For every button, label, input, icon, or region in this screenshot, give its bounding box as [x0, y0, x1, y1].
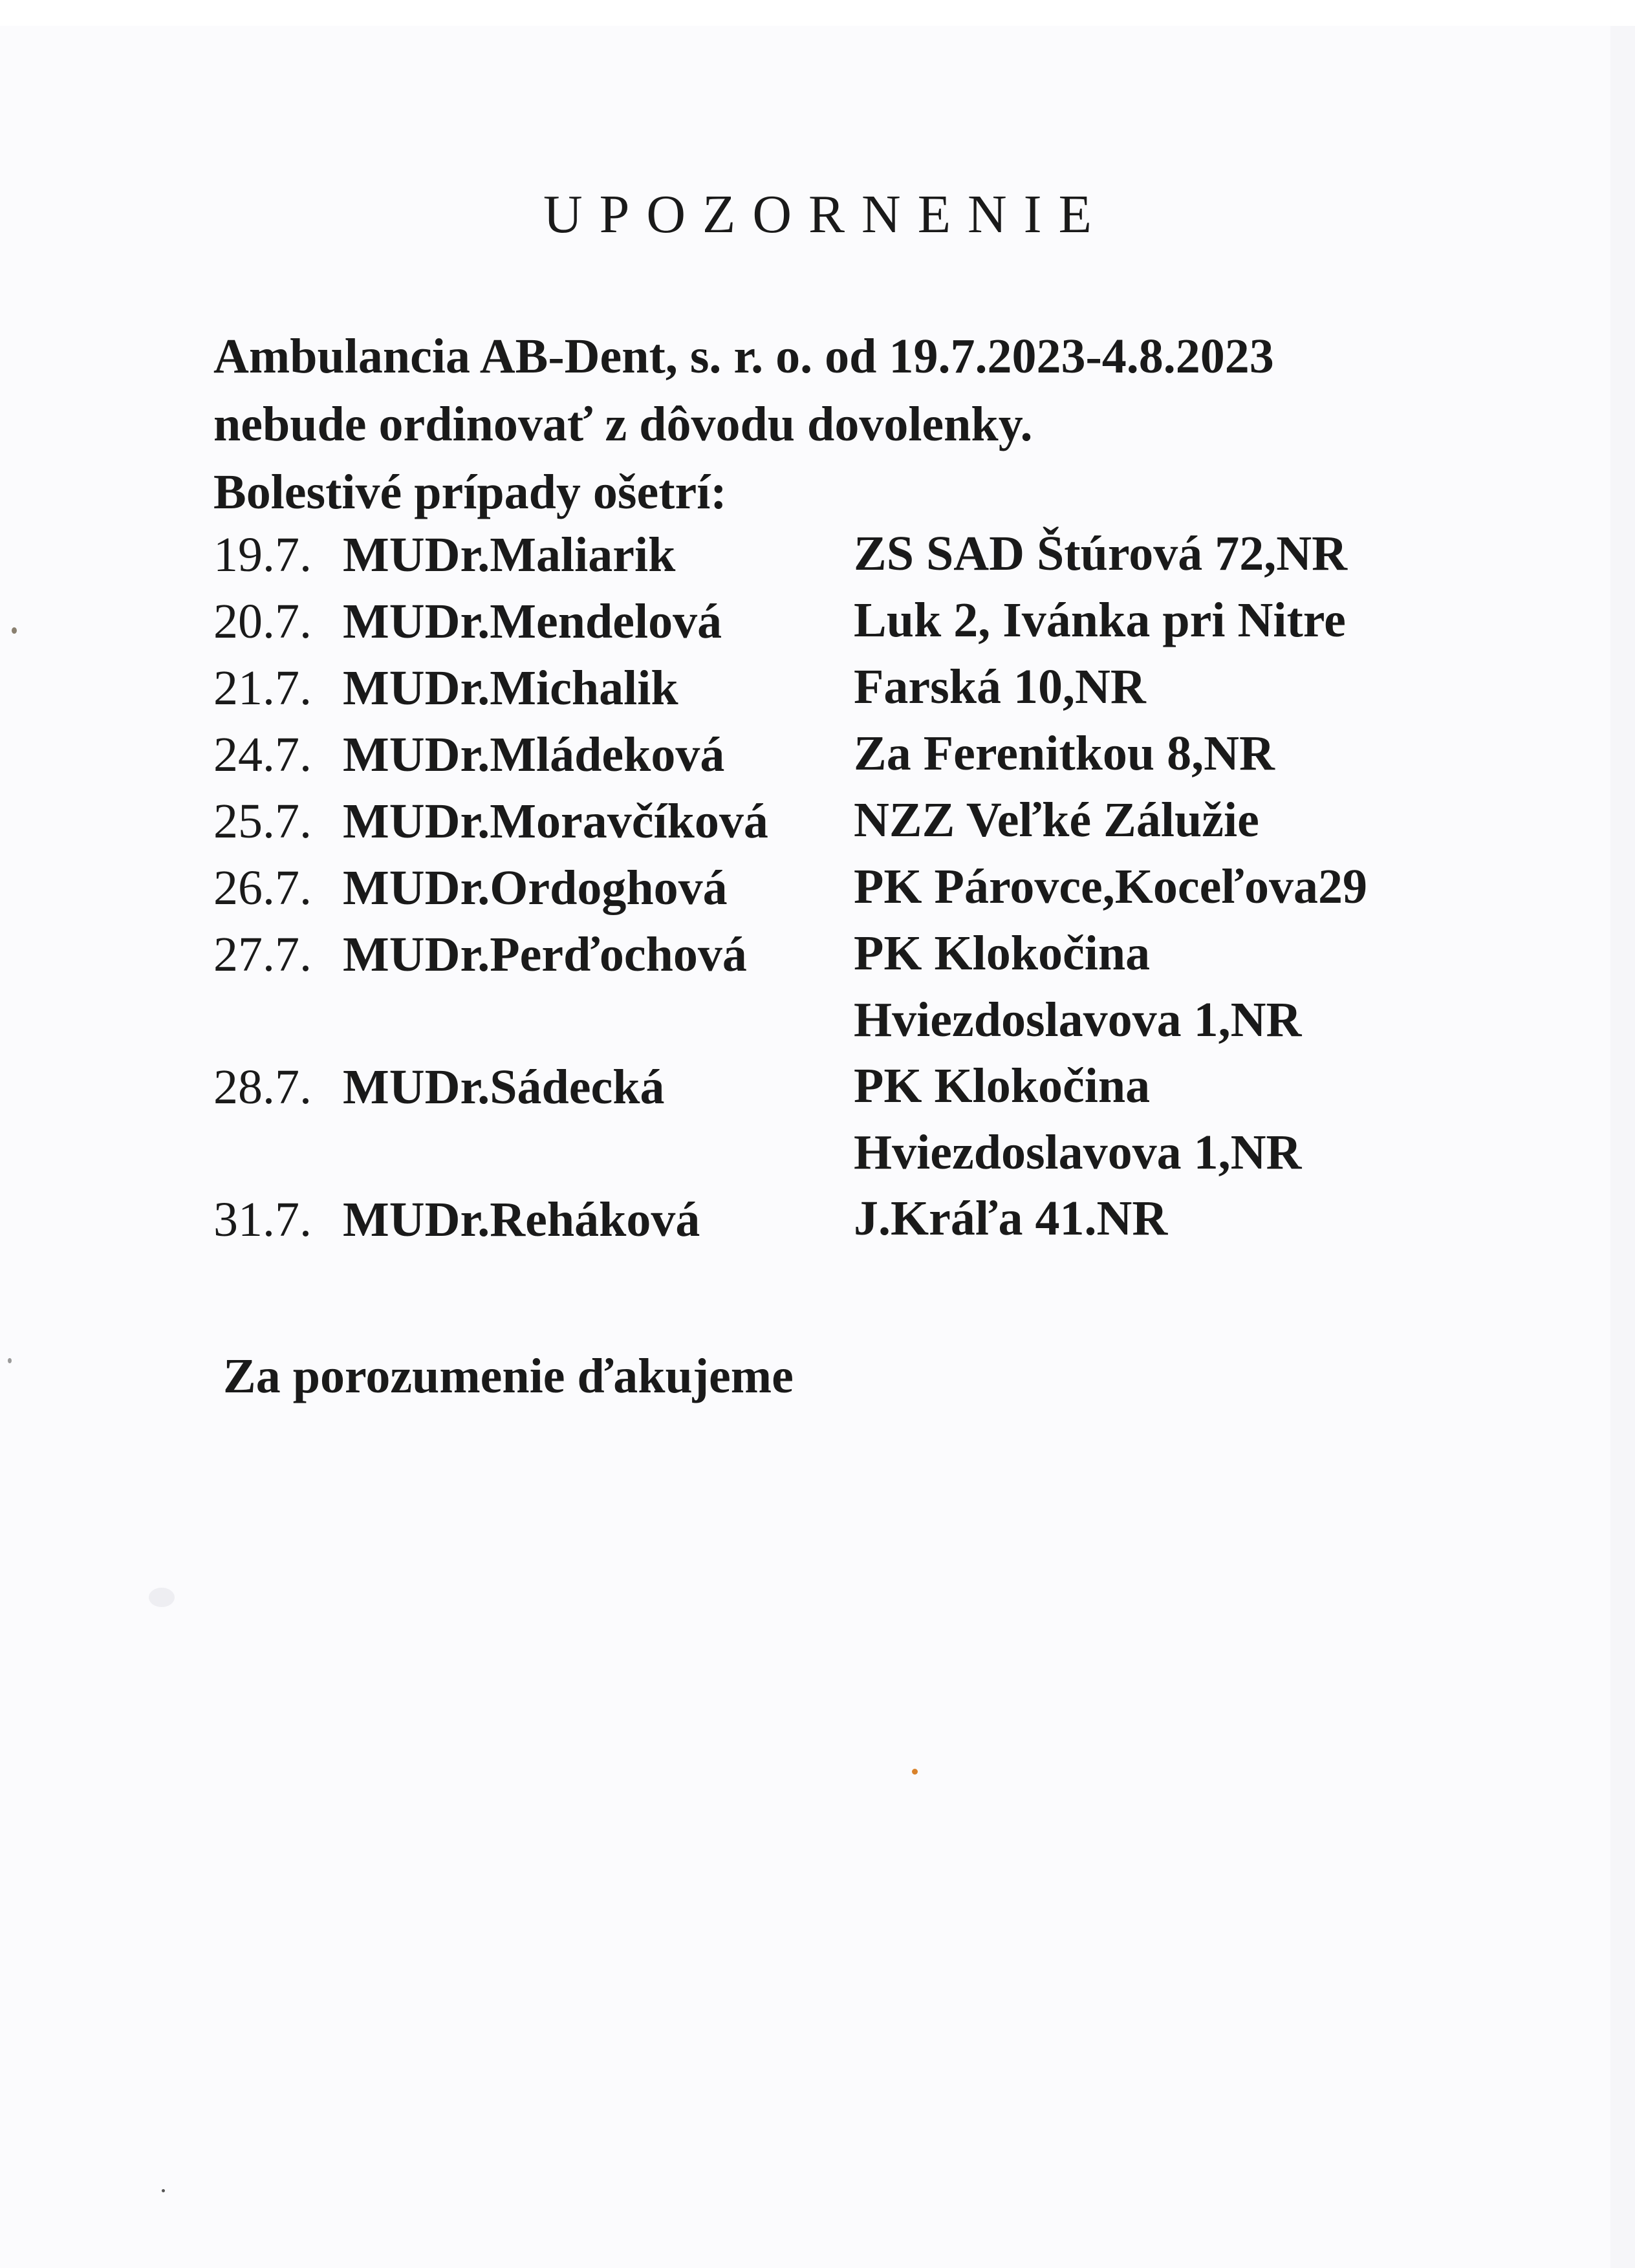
schedule-doctor: MUDr.Mendelová: [343, 594, 722, 649]
schedule-row: [213, 927, 1507, 1059]
schedule-place: [854, 1185, 1167, 1252]
schedule-place-line1: ZS SAD Štúrová 72,NR: [854, 526, 1347, 581]
scan-speck: [8, 1358, 12, 1363]
schedule-doctor: MUDr.Ordoghová: [343, 861, 728, 915]
schedule-place: [854, 920, 1301, 1053]
schedule-place-line2: Hviezdoslavova 1,NR: [854, 1125, 1302, 1180]
schedule-row: [213, 660, 1507, 727]
schedule-date: 19.7.: [213, 528, 312, 582]
intro-line-2: nebude ordinovať z dôvodu dovolenky.: [213, 397, 1033, 451]
schedule-row: [213, 860, 1507, 927]
schedule-place: [854, 787, 1259, 854]
schedule-doctor: MUDr.Perďochová: [343, 927, 747, 982]
schedule-date: 31.7.: [213, 1193, 312, 1247]
schedule-list: [213, 527, 1507, 1258]
schedule-place-line1: PK Párovce,Koceľova29: [854, 859, 1367, 914]
schedule-row: [213, 1192, 1507, 1258]
schedule-place-line1: NZZ Veľké Zálužie: [854, 793, 1259, 847]
schedule-place: [854, 854, 1367, 920]
schedule-doctor: MUDr.Maliarik: [343, 528, 676, 582]
schedule-place-line1: Luk 2, Ivánka pri Nitre: [854, 593, 1346, 647]
schedule-place-line1: J.Kráľa 41.NR: [854, 1191, 1168, 1246]
schedule-date: 21.7.: [213, 661, 312, 715]
intro-line-1: Ambulancia AB-Dent, s. r. o. od 19.7.2023-4.8.2023: [213, 329, 1274, 383]
closing-thanks: Za porozumenie ďakujeme: [223, 1349, 794, 1403]
schedule-row: [213, 1059, 1507, 1192]
schedule-place-line1: PK Klokočina: [854, 1059, 1151, 1113]
scan-edge: [1610, 26, 1635, 2268]
schedule-row: [213, 794, 1507, 860]
schedule-place-line1: PK Klokočina: [854, 926, 1151, 980]
schedule-date: 20.7.: [213, 594, 312, 649]
schedule-place: [854, 521, 1347, 587]
scan-speck: [912, 1769, 918, 1775]
schedule-doctor: MUDr.Sádecká: [343, 1060, 665, 1114]
schedule-place-line1: Za Ferenitkou 8,NR: [854, 726, 1275, 781]
schedule-date: 28.7.: [213, 1060, 312, 1114]
schedule-row: [213, 727, 1507, 794]
scan-speck: [12, 627, 17, 634]
schedule-place: [854, 1053, 1301, 1186]
schedule-date: 25.7.: [213, 794, 312, 848]
schedule-date: 27.7.: [213, 927, 312, 982]
schedule-doctor: MUDr.Mládeková: [343, 728, 725, 782]
schedule-doctor: MUDr.Moravčíková: [343, 794, 768, 848]
schedule-date: 24.7.: [213, 728, 312, 782]
notice-title: UPOZORNENIE: [543, 184, 1109, 244]
schedule-place: [854, 587, 1346, 654]
schedule-row: [213, 527, 1507, 594]
schedule-place-line1: Farská 10,NR: [854, 660, 1146, 714]
schedule-place: [854, 654, 1146, 720]
scan-speck: [162, 2189, 165, 2192]
schedule-doctor: MUDr.Michalik: [343, 661, 678, 715]
schedule-doctor: MUDr.Reháková: [343, 1193, 700, 1247]
intro-line-3: Bolestivé prípady ošetrí:: [213, 465, 727, 519]
schedule-place: [854, 720, 1275, 787]
schedule-date: 26.7.: [213, 861, 312, 915]
schedule-row: [213, 594, 1507, 660]
schedule-place-line2: Hviezdoslavova 1,NR: [854, 993, 1302, 1047]
scan-speck: [149, 1588, 175, 1607]
